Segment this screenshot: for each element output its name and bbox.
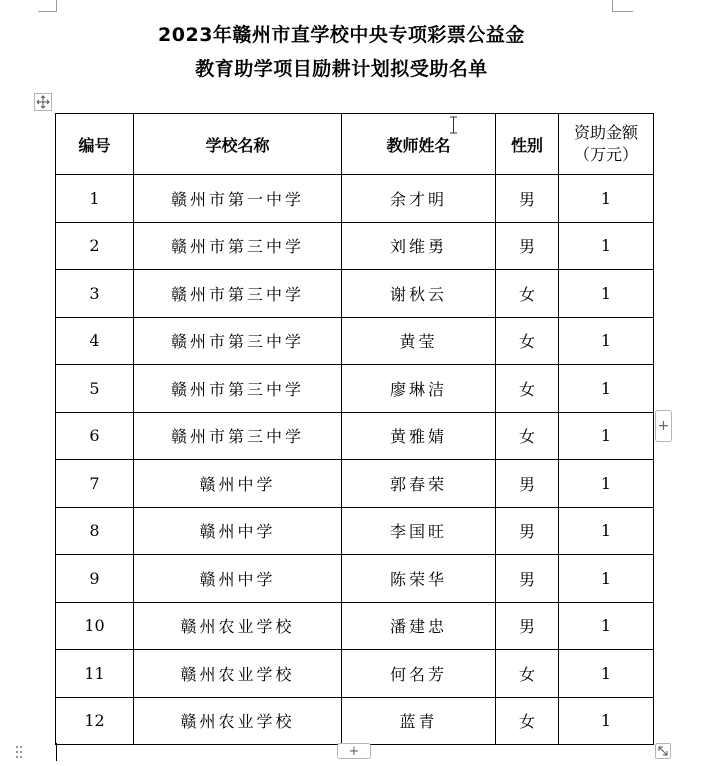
table-row xyxy=(56,365,654,413)
cell-gender[interactable]: 男 xyxy=(496,507,559,555)
cell-amount[interactable]: 1 xyxy=(559,697,654,745)
cell-teacher[interactable]: 谢秋云 xyxy=(342,270,496,318)
table-move-handle[interactable] xyxy=(34,93,52,111)
cell-teacher[interactable]: 蓝青 xyxy=(342,697,496,745)
cell-amount[interactable]: 1 xyxy=(559,270,654,318)
header-gender[interactable]: 性别 xyxy=(496,114,559,175)
cell-school[interactable]: 赣州市第三中学 xyxy=(134,270,342,318)
cell-gender[interactable]: 女 xyxy=(496,697,559,745)
page-corner-mark-right xyxy=(612,0,633,12)
cell-gender[interactable]: 男 xyxy=(496,555,559,603)
cell-school[interactable]: 赣州市第三中学 xyxy=(134,365,342,413)
cell-number[interactable]: 1 xyxy=(56,175,134,223)
table-resize-handle[interactable] xyxy=(655,743,671,759)
table-row xyxy=(56,412,654,460)
cell-teacher[interactable]: 郭春荣 xyxy=(342,460,496,508)
table-row xyxy=(56,175,654,223)
cell-school[interactable]: 赣州农业学校 xyxy=(134,650,342,698)
cell-gender[interactable]: 男 xyxy=(496,222,559,270)
cell-number[interactable]: 10 xyxy=(56,602,134,650)
cell-teacher[interactable]: 何名芳 xyxy=(342,650,496,698)
cell-amount[interactable]: 1 xyxy=(559,175,654,223)
cell-number[interactable]: 8 xyxy=(56,507,134,555)
table-row xyxy=(56,222,654,270)
cell-gender[interactable]: 男 xyxy=(496,602,559,650)
cell-amount[interactable]: 1 xyxy=(559,317,654,365)
document-title-line1: 2023年赣州市直学校中央专项彩票公益金 xyxy=(158,24,525,46)
cell-gender[interactable]: 男 xyxy=(496,175,559,223)
header-amount-line1: 资助金额 xyxy=(573,123,638,142)
cell-school[interactable]: 赣州市第三中学 xyxy=(134,412,342,460)
cell-amount[interactable]: 1 xyxy=(559,602,654,650)
cell-school[interactable]: 赣州市第一中学 xyxy=(134,175,342,223)
cell-school[interactable]: 赣州市第三中学 xyxy=(134,222,342,270)
cell-number[interactable]: 2 xyxy=(56,222,134,270)
cell-teacher[interactable]: 廖琳洁 xyxy=(342,365,496,413)
cell-amount[interactable]: 1 xyxy=(559,222,654,270)
cell-school[interactable]: 赣州中学 xyxy=(134,507,342,555)
cell-number[interactable]: 12 xyxy=(56,697,134,745)
cell-amount[interactable]: 1 xyxy=(559,555,654,603)
resize-arrow-icon xyxy=(657,745,669,757)
cell-amount[interactable]: 1 xyxy=(559,650,654,698)
cell-teacher[interactable]: 黄雅婧 xyxy=(342,412,496,460)
cell-teacher[interactable]: 余才明 xyxy=(342,175,496,223)
cell-amount[interactable]: 1 xyxy=(559,365,654,413)
table-row xyxy=(56,460,654,508)
add-row-button[interactable]: + xyxy=(337,743,371,759)
header-amount[interactable] xyxy=(559,114,654,175)
header-school[interactable]: 学校名称 xyxy=(134,114,342,175)
cell-amount[interactable]: 1 xyxy=(559,507,654,555)
cell-school[interactable]: 赣州农业学校 xyxy=(134,602,342,650)
header-number[interactable]: 编号 xyxy=(56,114,134,175)
cell-gender[interactable]: 女 xyxy=(496,365,559,413)
table-row xyxy=(56,697,654,745)
cell-school[interactable]: 赣州农业学校 xyxy=(134,697,342,745)
cell-gender[interactable]: 女 xyxy=(496,650,559,698)
add-column-button[interactable]: + xyxy=(655,410,672,442)
cell-number[interactable]: 9 xyxy=(56,555,134,603)
cell-teacher[interactable]: 陈荣华 xyxy=(342,555,496,603)
drag-dots-icon[interactable] xyxy=(15,745,23,759)
move-arrows-icon xyxy=(36,95,50,109)
page-corner-mark-left xyxy=(38,0,57,12)
document-title-line2: 教育助学项目励耕计划拟受助名单 xyxy=(195,58,488,80)
cell-amount[interactable]: 1 xyxy=(559,412,654,460)
table-row xyxy=(56,270,654,318)
table-row xyxy=(56,555,654,603)
cell-teacher[interactable]: 黄莹 xyxy=(342,317,496,365)
cell-teacher[interactable]: 李国旺 xyxy=(342,507,496,555)
text-caret xyxy=(56,743,57,761)
cell-school[interactable]: 赣州市第三中学 xyxy=(134,317,342,365)
cell-amount[interactable]: 1 xyxy=(559,460,654,508)
table-row xyxy=(56,650,654,698)
cell-number[interactable]: 6 xyxy=(56,412,134,460)
header-teacher[interactable]: 教师姓名 xyxy=(342,114,496,175)
header-amount-line2: （万元） xyxy=(573,145,638,164)
cell-teacher[interactable]: 刘维勇 xyxy=(342,222,496,270)
aid-list-table xyxy=(55,113,654,745)
cell-teacher[interactable]: 潘建忠 xyxy=(342,602,496,650)
cell-school[interactable]: 赣州中学 xyxy=(134,460,342,508)
cell-gender[interactable]: 男 xyxy=(496,460,559,508)
table-row xyxy=(56,507,654,555)
cell-number[interactable]: 5 xyxy=(56,365,134,413)
table-header-row xyxy=(56,114,654,175)
cell-gender[interactable]: 女 xyxy=(496,317,559,365)
cell-number[interactable]: 7 xyxy=(56,460,134,508)
cell-gender[interactable]: 女 xyxy=(496,412,559,460)
cell-gender[interactable]: 女 xyxy=(496,270,559,318)
cell-school[interactable]: 赣州中学 xyxy=(134,555,342,603)
table-row xyxy=(56,317,654,365)
table-row xyxy=(56,602,654,650)
cell-number[interactable]: 11 xyxy=(56,650,134,698)
cell-number[interactable]: 3 xyxy=(56,270,134,318)
cell-number[interactable]: 4 xyxy=(56,317,134,365)
